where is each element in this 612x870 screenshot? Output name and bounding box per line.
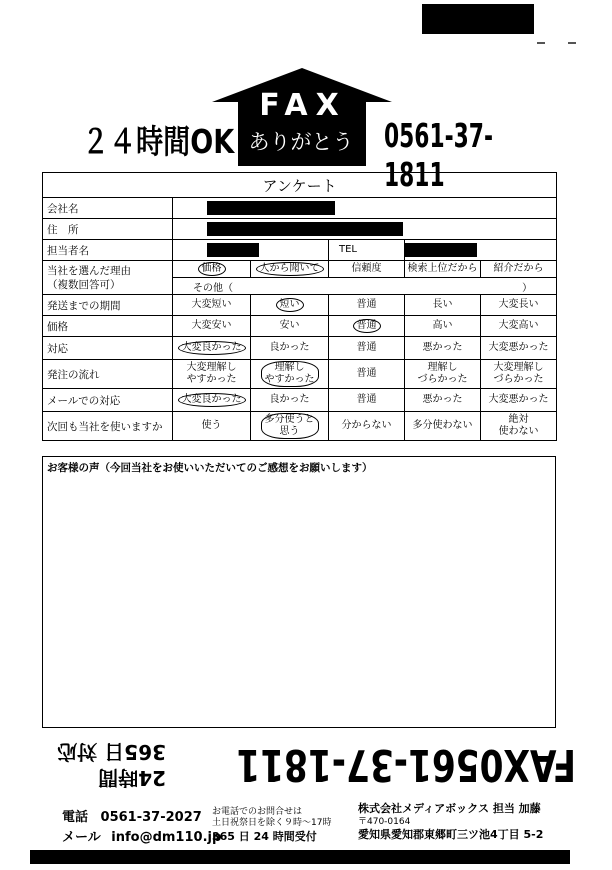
redaction-tel xyxy=(405,243,478,257)
email-label: メール xyxy=(62,830,101,845)
reason-option-trust[interactable]: 信頼度 xyxy=(329,261,405,278)
selection-circle: 人から聞いて xyxy=(256,262,324,276)
selection-circle: 価格 xyxy=(198,262,226,276)
tel-label: TEL xyxy=(329,240,405,261)
company-address: 愛知県愛知郡東郷町三ツ池4丁目 5-2 xyxy=(358,828,544,841)
speck xyxy=(568,42,576,44)
reason-label: 当社を選んだ理由 xyxy=(47,264,131,277)
phone-line xyxy=(62,806,202,825)
flow-option-2-line1: 理解し xyxy=(274,362,305,373)
again-option-2[interactable] xyxy=(251,412,329,441)
again-option-5-line1: 絶対 xyxy=(508,414,529,425)
flow-option-5-line2: づらかった xyxy=(493,374,544,385)
customer-voice-textarea[interactable] xyxy=(42,456,556,728)
selection-circle xyxy=(261,361,319,387)
redaction-address xyxy=(207,222,403,236)
redaction-top xyxy=(422,4,534,34)
flow-option-1-line1: 大変理解し xyxy=(186,362,237,373)
response-label: 対応 xyxy=(43,337,173,360)
mirrored-fax-banner xyxy=(56,736,576,794)
flow-option-1[interactable] xyxy=(173,360,251,389)
fax-thanks: ありがとう xyxy=(248,130,354,154)
selection-circle: 短い xyxy=(276,298,304,312)
flow-option-2[interactable] xyxy=(251,360,329,389)
period-label: 発送までの期間 xyxy=(43,295,173,316)
mail-option-3[interactable]: 普通 xyxy=(329,389,405,412)
response-option-3[interactable]: 普通 xyxy=(329,337,405,360)
fax-title: FAX xyxy=(259,88,347,123)
footer-bar xyxy=(30,850,570,864)
reason-other-close: ） xyxy=(522,282,533,294)
mail-option-5[interactable]: 大変悪かった xyxy=(481,389,557,412)
flow-option-1-line2: やすかった xyxy=(186,374,237,385)
response-option-2[interactable]: 良かった xyxy=(251,337,329,360)
period-option-5[interactable]: 大変長い xyxy=(481,295,557,316)
survey-title: アンケート xyxy=(43,173,557,198)
hours-note-1: お電話でのお問合せは xyxy=(212,807,303,817)
company-name: 株式会社メディアボックス 担当 加藤 xyxy=(358,802,541,815)
tel-field[interactable] xyxy=(405,240,557,261)
reason-other-field[interactable] xyxy=(173,278,557,295)
again-option-4[interactable]: 多分使わない xyxy=(405,412,481,441)
24h-ok-banner: ２４時間OK xyxy=(82,122,235,161)
phone-label: 電話 xyxy=(62,810,89,825)
price-option-1[interactable]: 大変安い xyxy=(173,316,251,337)
reason-sublabel: （複数回答可） xyxy=(47,278,121,291)
flow-option-5-line1: 大変理解し xyxy=(493,362,544,373)
period-option-2[interactable] xyxy=(251,295,329,316)
flow-label: 発注の流れ xyxy=(43,360,173,389)
mail-label: メールでの対応 xyxy=(43,389,173,412)
again-option-2-line1: 多分使うと xyxy=(264,414,315,425)
flow-option-4-line1: 理解し xyxy=(427,362,458,373)
hours-note-2: 土日祝祭日を除く９時〜17時 xyxy=(212,818,332,828)
response-option-1[interactable] xyxy=(173,337,251,360)
reason-option-price[interactable] xyxy=(173,261,251,278)
flow-option-2-line2: やすかった xyxy=(264,374,315,385)
customer-voice-label: お客様の声（今回当社をお使いいただいてのご感想をお願いします） xyxy=(47,462,373,474)
redaction-company xyxy=(207,201,335,215)
again-option-2-line2: 思う xyxy=(279,426,300,437)
reason-label-cell xyxy=(43,261,173,295)
company-label: 会社名 xyxy=(43,198,173,219)
reason-option-referral[interactable] xyxy=(251,261,329,278)
selection-circle: 普通 xyxy=(353,319,381,333)
selection-circle: 大変良かった xyxy=(178,393,246,407)
response-option-4[interactable]: 悪かった xyxy=(405,337,481,360)
price-label: 価格 xyxy=(43,316,173,337)
survey-table xyxy=(42,172,557,441)
price-option-4[interactable]: 高い xyxy=(405,316,481,337)
again-option-1[interactable]: 使う xyxy=(173,412,251,441)
redaction-contact xyxy=(207,243,259,257)
mirrored-365: 365日 対応 xyxy=(57,740,166,764)
flow-option-4-line2: づらかった xyxy=(417,374,468,385)
again-option-3[interactable]: 分からない xyxy=(329,412,405,441)
address-label: 住 所 xyxy=(43,219,173,240)
phone-number[interactable]: 0561-37-2027 xyxy=(100,810,202,825)
period-option-1[interactable]: 大変短い xyxy=(173,295,251,316)
mirrored-24h: 24時間 xyxy=(98,766,166,790)
reason-option-introduction[interactable]: 紹介だから xyxy=(481,261,557,278)
fax-hours: 365 日 24 時間受付 xyxy=(212,830,317,843)
mirrored-fax-number: FAX0561-37-1811 xyxy=(236,739,576,790)
again-option-5-line2: 使わない xyxy=(498,426,539,437)
response-option-5[interactable]: 大変悪かった xyxy=(481,337,557,360)
reason-option-search[interactable]: 検索上位だから xyxy=(405,261,481,278)
company-field[interactable] xyxy=(173,198,557,219)
again-option-5[interactable] xyxy=(481,412,557,441)
email-line xyxy=(62,826,221,845)
mail-option-2[interactable]: 良かった xyxy=(251,389,329,412)
period-option-3[interactable]: 普通 xyxy=(329,295,405,316)
mail-option-4[interactable]: 悪かった xyxy=(405,389,481,412)
reason-other-label: その他（ xyxy=(193,282,233,294)
price-option-5[interactable]: 大変高い xyxy=(481,316,557,337)
contact-label: 担当者名 xyxy=(43,240,173,261)
fax-number-banner: 0561-37-1811 xyxy=(384,116,494,194)
flow-option-5[interactable] xyxy=(481,360,557,389)
postal-code: 〒470-0164 xyxy=(358,817,411,827)
selection-circle xyxy=(261,413,319,439)
address-field[interactable] xyxy=(173,219,557,240)
price-option-3[interactable] xyxy=(329,316,405,337)
flow-option-4[interactable] xyxy=(405,360,481,389)
selection-circle: 大変良かった xyxy=(178,341,246,355)
price-option-2[interactable]: 安い xyxy=(251,316,329,337)
flow-option-3[interactable]: 普通 xyxy=(329,360,405,389)
mail-option-1[interactable] xyxy=(173,389,251,412)
period-option-4[interactable]: 長い xyxy=(405,295,481,316)
email-address[interactable]: info@dm110.jp xyxy=(111,830,222,845)
again-label: 次回も当社を使いますか xyxy=(43,412,173,441)
speck xyxy=(537,42,545,44)
contact-name-field[interactable] xyxy=(173,240,329,261)
